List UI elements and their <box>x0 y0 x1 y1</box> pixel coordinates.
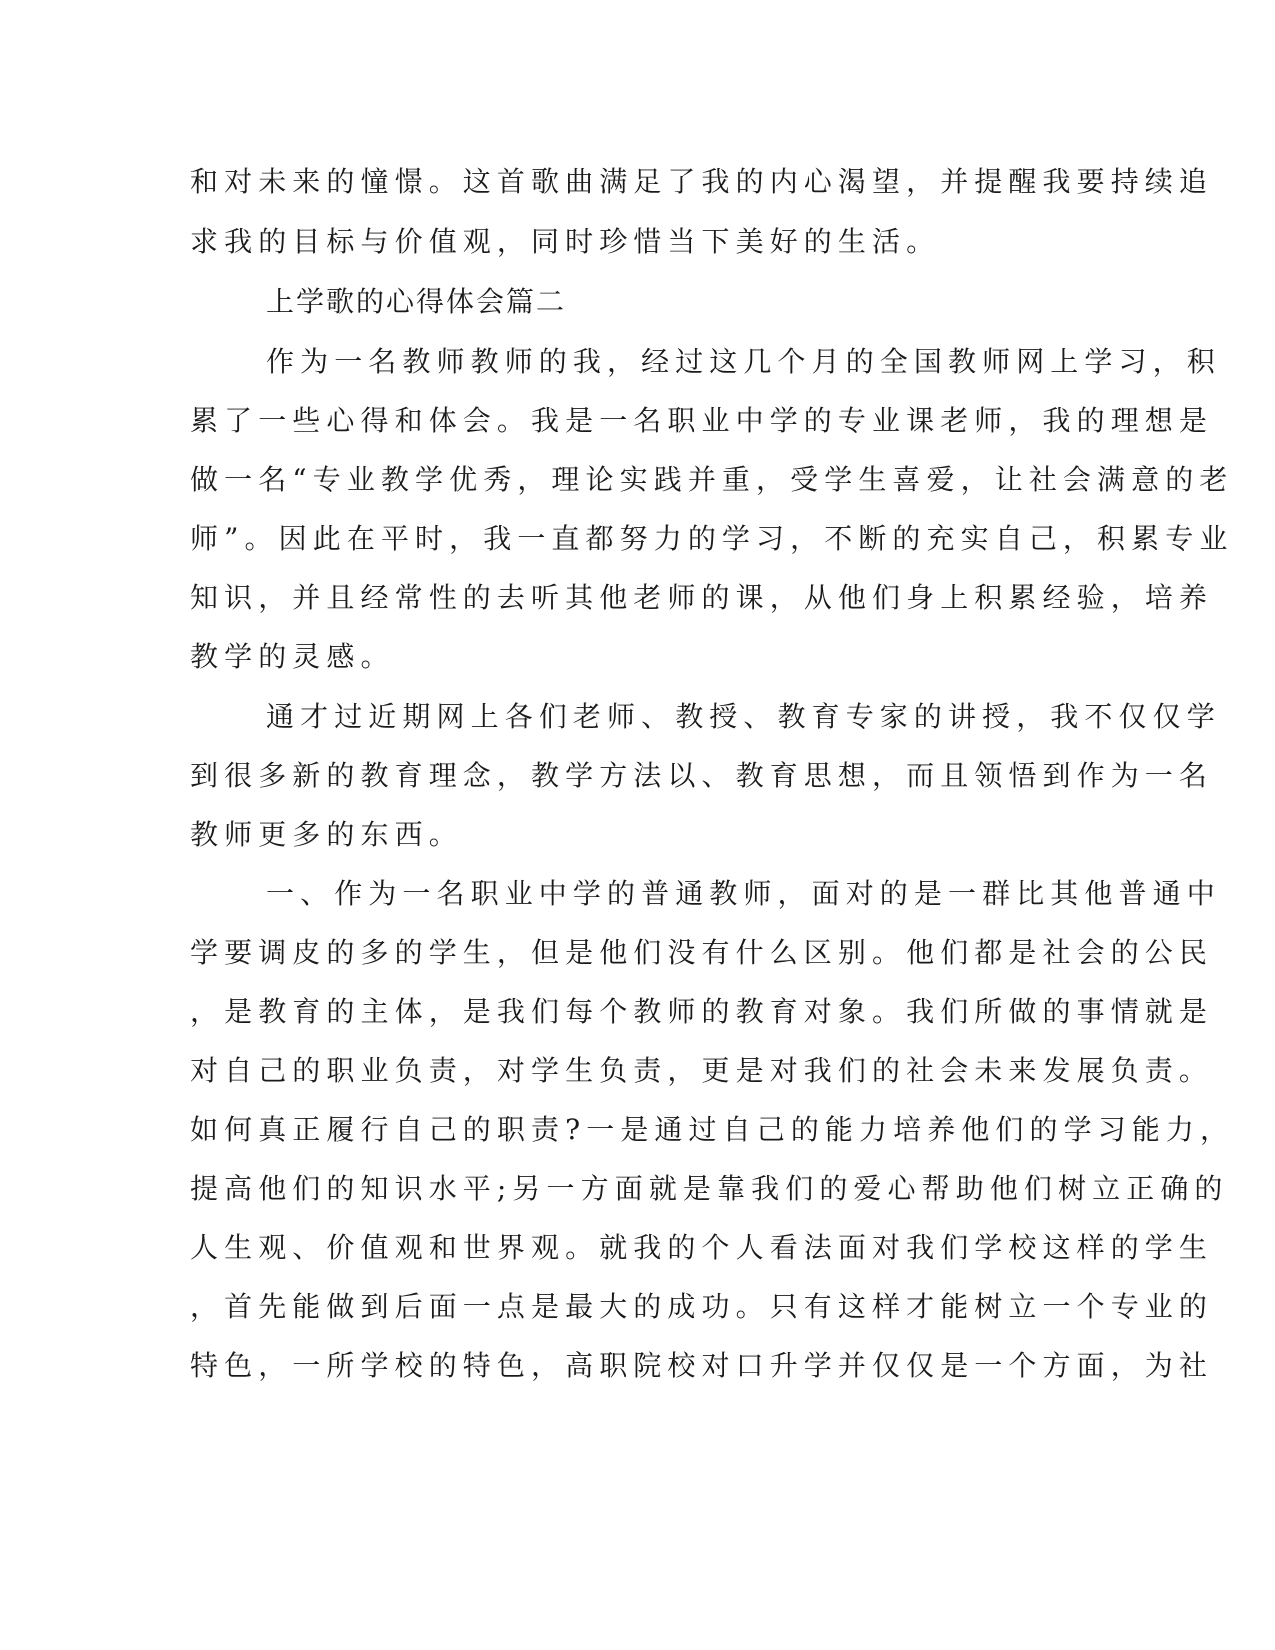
text-line: 通才过近期网上各们老师、教授、教育专家的讲授，我不仅仅学 <box>266 700 1221 733</box>
text-line: 累了一些心得和体会。我是一名职业中学的专业课老师，我的理想是 <box>190 404 1214 437</box>
text-line: 做一名“专业教学优秀，理论实践并重，受学生喜爱，让社会满意的老 <box>190 463 1234 496</box>
text-line: 知识，并且经常性的去听其他老师的课，从他们身上积累经验，培养 <box>190 581 1214 614</box>
text-line: 学要调皮的多的学生，但是他们没有什么区别。他们都是社会的公民 <box>190 936 1214 969</box>
text-line: 一、作为一名职业中学的普通教师，面对的是一群比其他普通中 <box>266 877 1221 910</box>
text-line: 师”。因此在平时，我一直都努力的学习，不断的充实自己，积累专业 <box>190 522 1234 555</box>
text-line: ，是教育的主体，是我们每个教师的教育对象。我们所做的事情就是 <box>190 995 1214 1028</box>
text-line: 教学的灵感。 <box>190 640 395 673</box>
text-line: 和对未来的憧憬。这首歌曲满足了我的内心渴望，并提醒我要持续追 <box>190 165 1214 198</box>
section-heading: 上学歌的心得体会篇二 <box>266 285 567 318</box>
text-line: 作为一名教师教师的我，经过这几个月的全国教师网上学习，积 <box>266 345 1221 378</box>
text-line: 对自己的职业负责，对学生负责，更是对我们的社会未来发展负责。 <box>190 1054 1214 1087</box>
text-line: 人生观、价值观和世界观。就我的个人看法面对我们学校这样的学生 <box>190 1231 1214 1264</box>
text-line: 如何真正履行自己的职责?一是通过自己的能力培养他们的学习能力， <box>190 1113 1235 1146</box>
text-line: 到很多新的教育理念，教学方法以、教育思想，而且领悟到作为一名 <box>190 759 1214 792</box>
text-line: 求我的目标与价值观，同时珍惜当下美好的生活。 <box>190 225 941 258</box>
text-line: ，首先能做到后面一点是最大的成功。只有这样才能树立一个专业的 <box>190 1290 1214 1323</box>
text-line: 特色，一所学校的特色，高职院校对口升学并仅仅是一个方面，为社 <box>190 1349 1214 1382</box>
text-line: 提高他们的知识水平;另一方面就是靠我们的爱心帮助他们树立正确的 <box>190 1172 1229 1205</box>
text-line: 教师更多的东西。 <box>190 818 463 851</box>
